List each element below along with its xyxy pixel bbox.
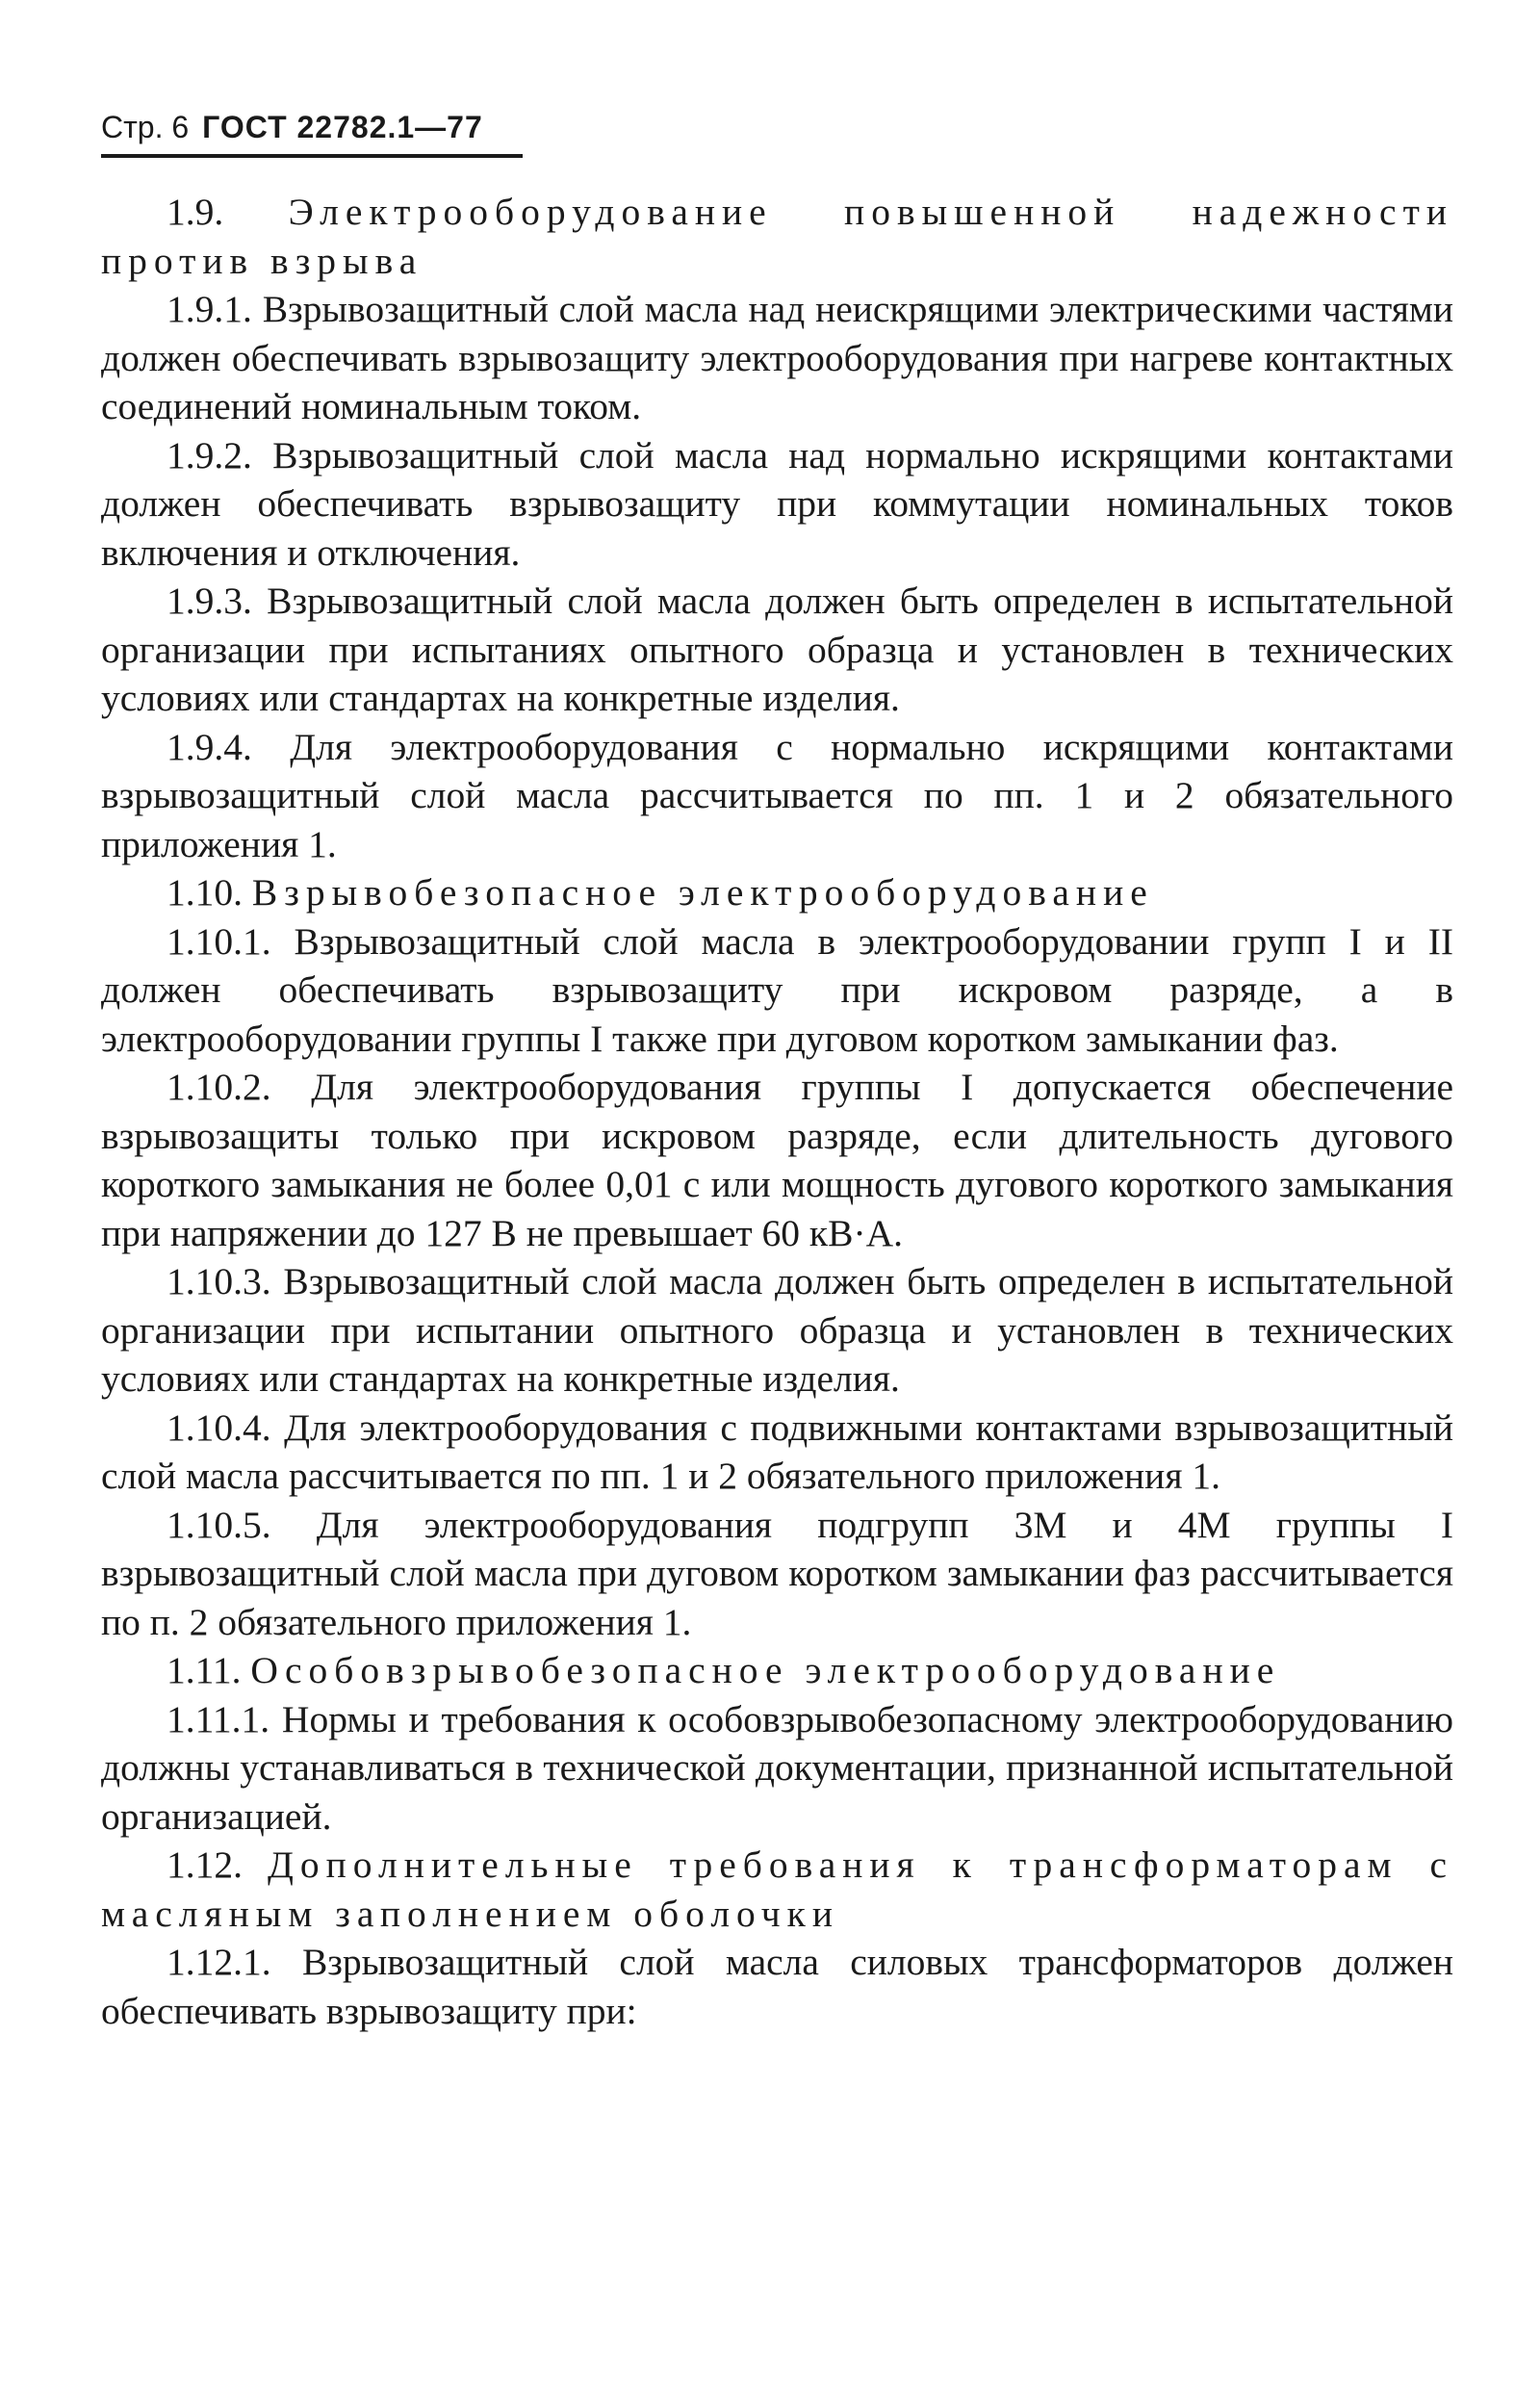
page-number: Стр. 6 <box>101 110 190 144</box>
clause: 1.11.1. Нормы и требования к особовзрывобезопасному электрооборудованию должны устанавливаться в технической документации, признанной испытательной организацией. <box>101 1697 1454 1838</box>
section-heading: 1.10. Взрывобезопасное электрооборудование <box>167 871 1154 914</box>
clause: 1.10.2. Для электрооборудования группы I допускается обеспечение взрывозащиты только при искровом разряде, если длительность дугового короткого замыкания не более 0,01 с или мощность дугового короткого замыкания при напряжении до 127 В не превышает 60 кВ·А. <box>101 1066 1454 1254</box>
clause: 1.10.5. Для электрооборудования подгрупп 3М и 4М группы I взрывозащитный слой масла при дуговом коротком замыкании фаз рассчитывается по п. 2 обязательного приложения 1. <box>101 1503 1454 1643</box>
document-body <box>101 188 1453 2035</box>
clause: 1.10.1. Взрывозащитный слой масла в электрооборудовании групп I и II должен обеспечивать взрывозащиту при искровом разряде, а в электрооборудовании группы I также при дуговом коротком замыкании фаз. <box>101 919 1454 1060</box>
section-heading: 1.11. Особовзрывобезопасное электрооборудование <box>167 1649 1281 1691</box>
section-heading: 1.9. Электрооборудование повышенной надежности против взрыва <box>101 191 1453 282</box>
page-header <box>101 104 523 158</box>
standard-number: ГОСТ 22782.1—77 <box>202 110 483 144</box>
clause: 1.9.3. Взрывозащитный слой масла должен быть определен в испытательной организации при испытаниях опытного образца и установлен в технических условиях или стандартах на конкретные изделия. <box>101 580 1454 719</box>
clause: 1.12.1. Взрывозащитный слой масла силовых трансформаторов должен обеспечивать взрывозащиту при: <box>101 1941 1453 2032</box>
clause: 1.10.3. Взрывозащитный слой масла должен быть определен в испытательной организации при испытании опытного образца и установлен в технических условиях или стандартах на конкретные изделия. <box>101 1260 1454 1400</box>
clause: 1.9.2. Взрывозащитный слой масла над нормально искрящими контактами должен обеспечивать взрывозащиту при коммутации номинальных токов включения и отключения. <box>101 433 1454 574</box>
clause: 1.9.4. Для электрооборудования с нормально искрящими контактами взрывозащитный слой масла рассчитывается по пп. 1 и 2 обязательного приложения 1. <box>101 725 1453 865</box>
clause: 1.10.4. Для электрооборудования с подвижными контактами взрывозащитный слой масла рассчитывается по пп. 1 и 2 обязательного приложения 1. <box>101 1405 1453 1497</box>
clause: 1.9.1. Взрывозащитный слой масла над неискрящими электрическими частями должен обеспечивать взрывозащиту электрооборудования при нагреве контактных соединений номинальным током. <box>101 288 1453 427</box>
section-heading: 1.12. Дополнительные требования к трансформаторам с масляным заполнением оболочки <box>101 1843 1453 1935</box>
